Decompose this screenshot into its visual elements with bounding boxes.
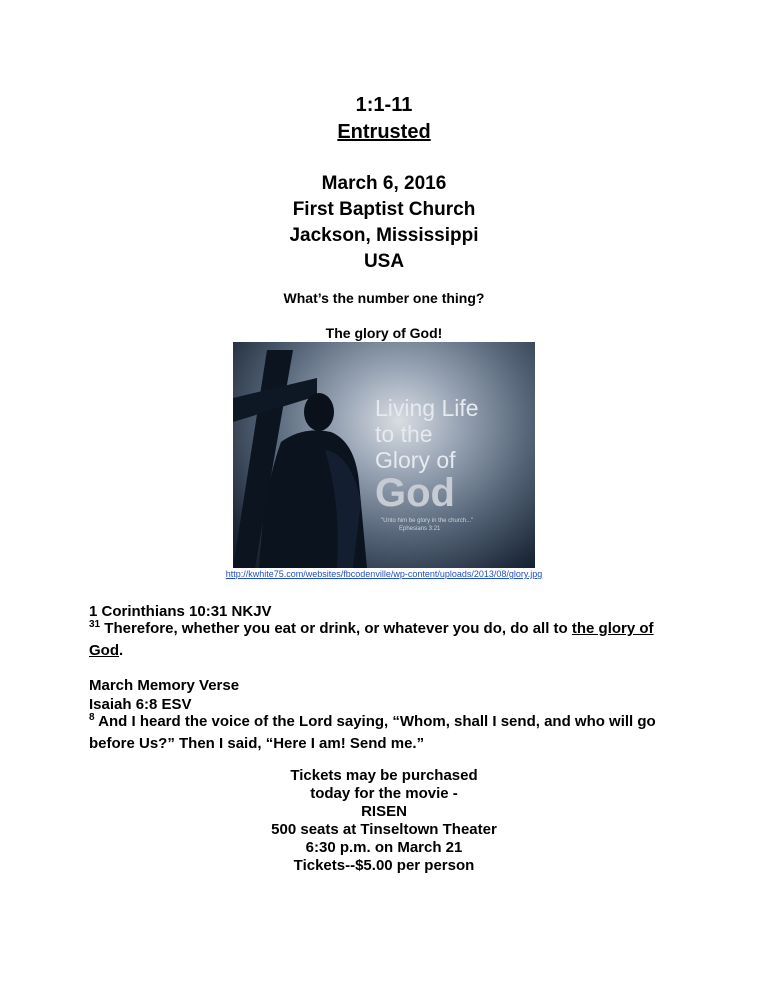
memory-heading: March Memory Verse [89, 677, 240, 694]
scripture1-body: Therefore, whether you eat or drink, or whatever you do, do all to [100, 620, 572, 637]
tickets-line2: today for the movie - [310, 785, 458, 802]
sermon-title [0, 119, 768, 145]
cross-figure-illustration [233, 342, 535, 568]
tickets-line6: Tickets--$5.00 per person [293, 857, 475, 874]
memory-verse-number: 8 [89, 712, 95, 723]
memory-verse-body: And I heard the voice of the Lord saying, “Whom, shall I send, and who will go before Us?” Then I said, “Here I am! Send me.” [89, 713, 656, 752]
image-text-line2: to the [375, 421, 433, 447]
memory-reference: Isaiah 6:8 ESV [89, 696, 192, 713]
scripture1-reference: 1 Corinthians 10:31 NKJV [89, 603, 272, 620]
church-city: Jackson, Mississippi [289, 225, 479, 246]
image-text-line3: Glory of [375, 447, 456, 473]
church-country: USA [363, 251, 405, 272]
scripture1-text [89, 618, 689, 662]
passage-reference: 1:1-11 [355, 94, 413, 116]
image-verse-quote: "Unto him be glory in the church..." [381, 518, 474, 524]
glory-image [233, 342, 535, 568]
sermon-date: March 6, 2016 [321, 173, 447, 194]
tickets-announcement [0, 767, 768, 875]
figure-head [304, 393, 334, 431]
image-verse-ref: Ephesians 3:21 [399, 526, 441, 532]
tickets-line4: 500 seats at Tinseltown Theater [271, 821, 497, 838]
intro-answer: The glory of God! [325, 325, 443, 341]
memory-verse-text [89, 711, 689, 755]
sermon-title-text: Entrusted [337, 121, 431, 143]
tickets-line1: Tickets may be purchased [290, 767, 478, 784]
scripture1-end: . [119, 642, 124, 659]
tickets-line3: RISEN [361, 803, 407, 820]
image-text-line1: Living Life [375, 395, 479, 421]
image-text-god: God [375, 471, 455, 515]
scripture1-verse-number: 31 [89, 619, 101, 630]
intro-question: What’s the number one thing? [283, 290, 485, 306]
tickets-line5: 6:30 p.m. on March 21 [305, 839, 463, 856]
church-name: First Baptist Church [292, 199, 476, 220]
scripture1-underlined: the glory of God [89, 620, 654, 659]
image-source-link[interactable]: http://kwhite75.com/websites/fbcodenville/wp-content/uploads/2013/08/glory.jpg [225, 569, 543, 579]
